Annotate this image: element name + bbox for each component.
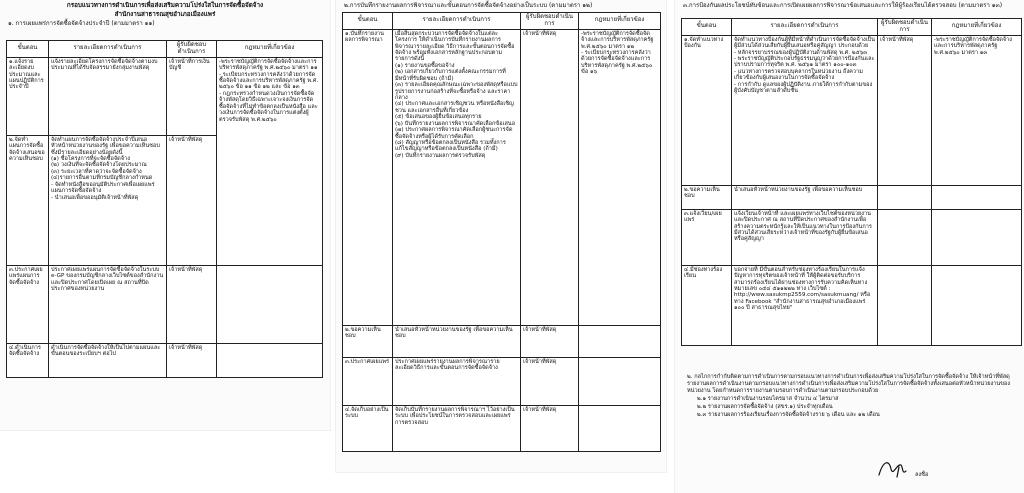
table-row [682,209,1022,265]
cell-step: ๑.จัดทำแนวทางป้องกัน [682,35,732,185]
monitoring-section [687,374,1017,420]
cell-responsible: เจ้าหน้าที่พัสดุ [167,135,217,265]
document-page-1 [0,0,330,430]
table-row [7,57,323,135]
table-row [343,29,661,325]
cell-law: -พระราชบัญญัติการจัดซื้อจัดจ้างและการบริหารพัสดุภาครัฐ พ.ศ.๒๕๖๐ มาตรา ๑๒ - ระเบียบกระทรวงการคลังว่าด้วยการจัดซื้อจัดจ้างและการบริหารพัสดุภาครัฐ พ.ศ.๒๕๖๐ ข้อ ๑๖ [579,29,661,325]
cell-responsible: เจ้าหน้าที่พัสดุ [167,343,217,377]
cell-responsible: เจ้าหน้าที่พัสดุ [167,265,217,343]
table-row [682,35,1022,185]
monitoring-paragraph: ๒. กลไกการกำกับติดตามการดำเนินการตามกรอบแนวทางการดำเนินการเพื่อส่งเสริมความโปร่งใสในการจัดซื้อจัดจ้าง ให้เจ้าหน้าที่พัสดุ รายงานผลการดำเนินงานตามกรอบแนวทางการดำเนินการเพื่อส่งเสริมความโปร่งใสในการจัดซื้อจัดจ้างทั้งเสนอต่อหัวหน้าหน่วยงานของหน่วยงาน โดยกำหนดการรายงานตามรอบการดำเนินงานตามกรอบประกอบด้วย [687,374,1011,394]
section-1-table [6,40,323,378]
cell-law [217,265,323,343]
col-header-responsible: ผู้รับผิดชอบดำเนินการ [521,13,579,30]
cell-detail: แจ้งเวียนเจ้าหน้าที่ และเผยแพร่ทางเว็บไซต์ของหน่วยงานและปิดประกาศ ณ สถานที่ปิดประกาศของสำนักงานเพื่อสร้างความตระหนักรู้และให้เป็นแนวทางในการป้องกันการมีส่วนได้ส่วนเสียระหว่างเจ้าหน้าที่ของรัฐกับผู้ยื่นข้อเสนอหรือคู่สัญญา [732,209,878,265]
cell-step: ๓.ประกาศเผยแพร่แผนการจัดซื้อจัดจ้าง [7,265,49,343]
monitoring-item-2: ๒.๒ รายงานผลการจัดซื้อจัดจ้าง (สขร.๑) ประจำทุกเดือน [697,403,833,410]
table-row [682,185,1022,209]
cell-step: ๓.แจ้งเวียน/เผยแพร่ [682,209,732,265]
section-3-table [681,18,1022,346]
table-row [343,405,661,451]
table-row [343,325,661,357]
cell-responsible: เจ้าหน้าที่พัสดุ [521,405,579,451]
document-title-line-1: กรอบแนวทางการดำเนินการเพื่อส่งเสริมความโปร่งใสในการจัดซื้อจัดจ้าง [66,2,264,9]
table-row [343,357,661,405]
cell-detail: เมื่อสิ้นสุดกระบวนการจัดซื้อจัดจ้างในแต่ละโครงการ ให้ดำเนินการบันทึกรายงานผลการพิจารณารายละเอียด วิธีการและขั้นตอนการจัดซื้อจัดจ้าง พร้อมทั้งเอกสารหลักฐานประกอบตามรายการดังนี้ (๑) รายงานขอซื้อขอจ้าง (๒) เอกสารเกี่ยวกับการแต่งตั้งคณะกรรมการที่มีหน้าที่รับผิดชอบ (ถ้ามี) (๓) รายละเอียดคุณลักษณะเฉพาะของพัสดุหรือแบบรูปรายการงานก่อสร้างที่จะซื้อหรือจ้าง และราคากลาง (๔) ประกาศและเอกสารเชิญชวน หรือหนังสือเชิญชวน และเอกสารอื่นที่เกี่ยวข้อง (๕) ข้อเสนอของผู้ยื่นข้อเสนอทุกราย (๖) บันทึกรายงานผลการพิจารณาคัดเลือกข้อเสนอ (๗) ประกาศผลการพิจารณาคัดเลือกผู้ชนะการจัดซื้อจัดจ้างหรือผู้ได้รับการคัดเลือก (๘) สัญญาหรือข้อตกลงเป็นหนังสือ รวมทั้งการแก้ไขสัญญาหรือข้อตกลงเป็นหนังสือ (ถ้ามี) (๙) บันทึกรายงานผลการตรวจรับพัสดุ [393,29,521,325]
signature-label: ลงชื่อ [915,472,929,478]
section-2-table [342,12,661,452]
handwritten-signature [875,455,915,483]
cell-law [932,185,1022,209]
cell-detail: นำเสนอหัวหน้าหน่วยงานของรัฐ เพื่อขอความเห็นชอบ [732,185,878,209]
cell-step: ๑.แจ้งรายละเอียดงบประมาณและแผนปฏิบัติการประจำปี [7,57,49,135]
cell-step: ๓.ประกาศเผยแพร่ [343,357,393,405]
cell-detail: จัดทำแนวทางป้องกันผู้ที่มีหน้าที่ดำเนินการจัดซื้อจัดจ้างเป็นผู้มีส่วนได้ส่วนเสียกับผู้ยื่นเสนอหรือคู่สัญญา ประกอบด้วย - หลักจรรยาบรรณของผู้ปฏิบัติงานด้านพัสดุ พ.ศ. ๒๕๖๓ - พระราชบัญญัติประกอบรัฐธรรมนูญว่าด้วยการป้องกันและปราบปรามการทุจริต พ.ศ. ๒๕๖๑ มาตรา ๑๐๐-๑๐๓ - แนวทางการตรวจสอบบุคลากรในหน่วยงาน ถึงความเกี่ยวข้องกับผู้เสนองานในการจัดซื้อจัดจ้าง - การกำกับ ดูแลของผู้ปฏิบัติงาน ภายใต้การกำกับตามของผู้บังคับบัญชาตามลำดับชั้น [732,35,878,185]
document-page-2 [336,0,666,472]
table-header-row [343,13,661,30]
cell-law [217,343,323,377]
cell-law: -พระราชบัญญัติการจัดซื้อจัดจ้างและการบริหารพัสดุภาครัฐ พ.ศ.๒๕๖๐ มาตรา ๑๑ - ระเบียบกระทรวงการคลังว่าด้วยการจัดซื้อจัดจ้างและการบริหารพัสดุภาครัฐ พ.ศ. ๒๕๖๐ ข้อ ๑๑ ข้อ ๑๒ และ ข้อ ๑๓ - กฎกระทรวงกำหนดวงเงินการจัดซื้อจัดจ้างพัสดุโดยวิธีเฉพาะเจาะจงเงินการจัดซื้อจัดจ้างที่ไม่ทำข้อตกลงเป็นหนังสือ และวงเงินการจัดซื้อจัดจ้างในการแต่งตั้งผู้ตรวจรับพัสดุ พ.ศ.๒๕๖๐ [217,57,323,265]
cell-law [579,357,661,405]
section-3-heading: ๓.การป้องกันผลประโยชน์ทับซ้อนและการเปิดเผยผลการพิจารณาข้อเสนอและการให้ผู้ร้องเรียนได้ตรวจสอบ (ตามมาตรา ๑๓) [683,2,1003,9]
cell-responsible [878,265,932,345]
cell-step: ๒.ขอความเห็นชอบ [682,185,732,209]
col-header-detail: รายละเอียดการดำเนินการ [732,19,878,36]
col-header-law: กฎหมายที่เกี่ยวข้อง [579,13,661,30]
cell-law [932,209,1022,265]
section-2-heading: ๒.การบันทึกรายงานผลการพิจารณาและขั้นตอนการจัดซื้อจัดจ้างอย่างเป็นระบบ (ตามมาตรา ๑๒) [344,2,593,9]
cell-detail: จัดทำแผนการจัดซื้อจัดจ้างประจำปีเสนอหัวหน้าหน่วยงานของรัฐ เพื่อขอความเห็นชอบ ซึ่งมีรายละเอียดอย่างน้อยดังนี้ (๑) ชื่อโครงการที่จะจัดซื้อจัดจ้าง (๒) วงเงินที่จะจัดซื้อจัดจ้างโดยประมาณ (๓) ระยะเวลาที่คาดว่าจะจัดซื้อจัดจ้าง (๔)รายการอื่นตามที่กรมบัญชีกลางกำหนด - จัดทำหนังสือขออนุมัติประกาศเพื่อเผยแพร่แผนการจัดซื้อจัดจ้าง - นำเสนอเพื่อขออนุมัติเจ้าหน้าที่พัสดุ [49,135,167,265]
monitoring-item-1: ๒.๑ รายงานการดำเนินงานรอบไตรมาส จำนวน ๔ ไตรมาส [697,395,839,402]
cell-responsible [878,209,932,265]
monitoring-item-3: ๒.๓ รายงานผลการร้องเรียนเรื่องการจัดซื้อจัดจ้างราย ๖ เดือน และ ๑๒ เดือน [697,411,880,418]
cell-step: ๒.ขอความเห็นชอบ [343,325,393,357]
cell-responsible [878,185,932,209]
document-page-3 [675,0,1024,493]
cell-step: ๔.จัดเก็บอย่างเป็นระบบ [343,405,393,451]
col-header-responsible: ผู้รับผิดชอบดำเนินการ [878,19,932,36]
cell-step: ๒.จัดทำแผนการจัดซื้อจัดจ้างเสนอขอความเห็นชอบ [7,135,49,265]
col-header-step: ขั้นตอน [343,13,393,30]
cell-detail: นำเสนอหัวหน้าหน่วยงานของรัฐ เพื่อขอความเห็นชอบ [393,325,521,357]
col-header-step: ขั้นตอน [7,41,49,58]
col-header-step: ขั้นตอน [682,19,732,36]
cell-detail: ดำเนินการจัดซื้อจัดจ้างให้เป็นไปตามแผนและขั้นตอนของระเบียบฯ ต่อไป [49,343,167,377]
table-header-row [682,19,1022,36]
cell-law [579,325,661,357]
col-header-detail: รายละเอียดการดำเนินการ [393,13,521,30]
cell-responsible: เจ้าหน้าที่การเงินบัญชี [167,57,217,135]
col-header-responsible: ผู้รับผิดชอบดำเนินการ [167,41,217,58]
document-title-line-2: สำนักงานสาธารณสุขอำเภอเมืองแพร่ [114,11,216,19]
section-1-heading: ๑. การเผยแพร่การจัดซื้อจัดจ้างประจำปี (ตามมาตรา ๑๑) [8,20,155,28]
cell-law [579,405,661,451]
col-header-detail: รายละเอียดการดำเนินการ [49,41,167,58]
cell-responsible: เจ้าหน้าที่พัสดุ [521,29,579,325]
cell-detail: บอกจ่ายที่ มีขั้นตอนสำหรับช่องทางร้องเรียนในการแจ้งปัญหาการทุจริตของเจ้าหน้าที่ ให้ผู้ติดต่อขอรับบริการสามารถร้องเรียนได้ผ่านช่องทางการรับความคิดเห็นทางหมายเลข ๐๕๔ ๕๑๑๒๒๒ ทาง เว็บไซต์ : http://www.sasukmp2559.com/sasukmuang/ หรือทาง Facebook "สำนักงานสาธารณสุขอำเภอเมืองแพร่ ๑๐๐ ปี สาธารณสุขไทย" [732,265,878,345]
cell-detail: แจ้งรายละเอียดโครงการจัดซื้อจัดจ้างตามงบประมาณที่ได้รับจัดสรรมายังกลุ่มงานพัสดุ [49,57,167,135]
cell-detail: ประกาศเผยแพร่แผนการจัดซื้อจัดจ้างในระบบ e-GP ของกรมบัญชีกลางเว็บไซต์ของสำนักงาน และปิดประกาศโดยเปิดเผย ณ สถานที่ปิดประกาศของหน่วยงาน [49,265,167,343]
table-header-row [7,41,323,58]
col-header-law: กฎหมายที่เกี่ยวข้อง [217,41,323,58]
cell-detail: ประกาศเผยแพร่รายงานผลการพิจารณารายละเอียดวิธีการและขั้นตอนการจัดซื้อจัดจ้าง [393,357,521,405]
table-row [7,343,323,377]
cell-step: ๑.บันทึกรายงานผลการพิจารณา [343,29,393,325]
cell-step: ๔.ดำเนินการจัดซื้อจัดจ้าง [7,343,49,377]
cell-step: ๔.มีช่องทางร้องเรียน [682,265,732,345]
cell-law: -พระราชบัญญัติการจัดซื้อจัดจ้างและการบริหารพัสดุภาครัฐ พ.ศ.๒๕๖๐ มาตรา ๑๓ [932,35,1022,185]
cell-responsible: เจ้าหน้าที่พัสดุ [521,357,579,405]
table-row [7,265,323,343]
col-header-law: กฎหมายที่เกี่ยวข้อง [932,19,1022,36]
table-row [682,265,1022,345]
cell-law [932,265,1022,345]
cell-responsible: เจ้าหน้าที่พัสดุ [521,325,579,357]
cell-detail: จัดเก็บบันทึกรายงานผลการพิจารณาฯ ไว้อย่างเป็นระบบ เพื่อประโยชน์ในการตรวจสอบและเผยแพร่การตรวจสอบ [393,405,521,451]
cell-responsible: เจ้าหน้าที่พัสดุ [878,35,932,185]
